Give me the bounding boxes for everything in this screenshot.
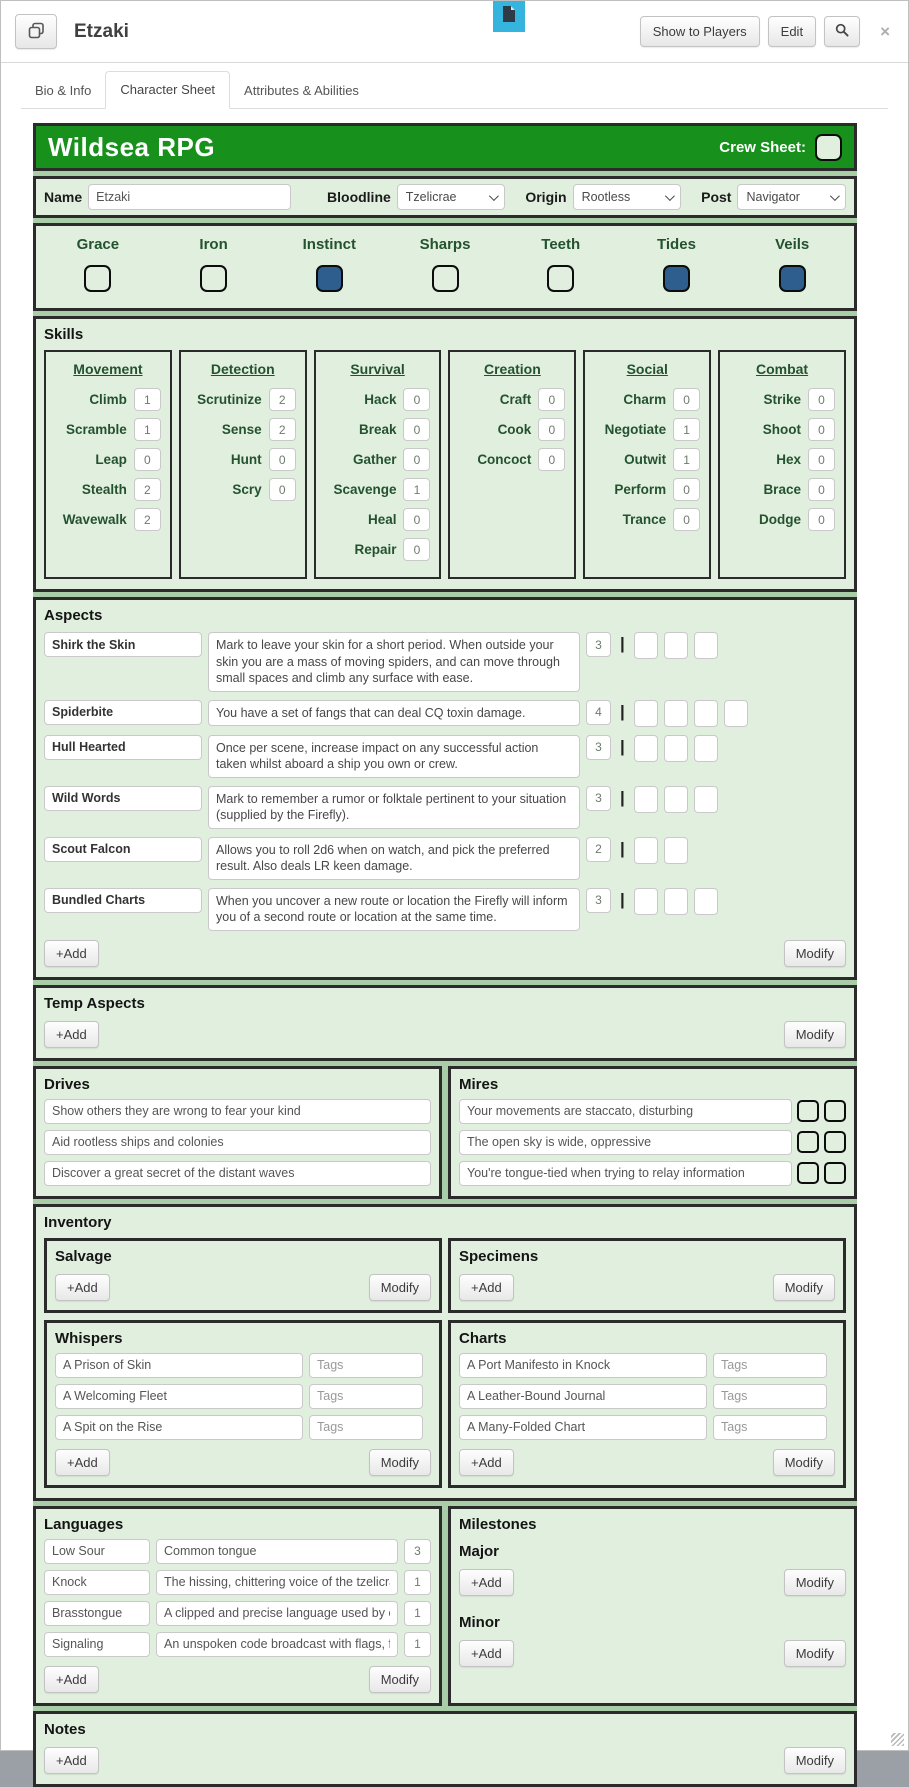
- track-separator: |: [620, 634, 625, 653]
- skill-group-creation: Creation Craft 0 Cook 0 Concoct 0: [448, 350, 576, 579]
- drive-input[interactable]: [44, 1161, 431, 1186]
- stat-grace: Grace: [40, 236, 156, 292]
- skill-stealth-value[interactable]: 2: [134, 478, 161, 501]
- chart-name-input[interactable]: [459, 1384, 707, 1409]
- chevron-down-icon: [489, 191, 499, 201]
- track-checkbox[interactable]: [664, 837, 688, 864]
- aspect-track: [634, 735, 718, 762]
- aspect-track-max[interactable]: 3: [586, 786, 611, 811]
- modify-temp-aspects-button[interactable]: Modify: [784, 1021, 846, 1048]
- name-input[interactable]: [88, 184, 291, 210]
- aspect-name-input[interactable]: [44, 786, 202, 811]
- add-temp-aspect-button[interactable]: +Add: [44, 1021, 99, 1048]
- modify-whispers-button[interactable]: Modify: [369, 1449, 431, 1476]
- minor-milestones-label: Minor: [459, 1613, 500, 1631]
- add-aspect-button[interactable]: +Add: [44, 940, 99, 967]
- skill-columns: [44, 350, 846, 579]
- resize-handle[interactable]: [891, 1733, 904, 1746]
- whisper-tags-input[interactable]: [309, 1384, 423, 1409]
- aspect-desc[interactable]: Mark to leave your skin for a short period. When outside your skin you are a mass of moving spiders, and can move through small spaces and climb any surface with ease.: [208, 632, 580, 692]
- stat-teeth-checkbox[interactable]: [547, 265, 574, 292]
- add-note-button[interactable]: +Add: [44, 1747, 99, 1774]
- skill-heal-value[interactable]: 0: [403, 508, 430, 531]
- language-row: [44, 1601, 431, 1626]
- aspect-track: [634, 632, 718, 659]
- language-desc-input[interactable]: [156, 1632, 398, 1657]
- stat-grace-checkbox[interactable]: [84, 265, 111, 292]
- salvage-specimens-row: [44, 1238, 846, 1313]
- aspect-track: [634, 700, 748, 727]
- whispers-section: [44, 1320, 442, 1488]
- stat-sharps: Sharps: [387, 236, 503, 292]
- stat-teeth: Teeth: [503, 236, 619, 292]
- origin-select[interactable]: [573, 184, 682, 210]
- drive-input[interactable]: [44, 1130, 431, 1155]
- modify-salvage-button[interactable]: Modify: [369, 1274, 431, 1301]
- add-minor-milestone-button[interactable]: +Add: [459, 1640, 514, 1667]
- chart-tags-input[interactable]: [713, 1415, 827, 1440]
- track-checkbox[interactable]: [634, 888, 658, 915]
- post-select[interactable]: [737, 184, 846, 210]
- aspect-track-max[interactable]: 2: [586, 837, 611, 862]
- stat-instinct-checkbox[interactable]: [316, 265, 343, 292]
- stat-iron: Iron: [156, 236, 272, 292]
- mire-checkbox[interactable]: [797, 1162, 819, 1184]
- search-icon: [835, 23, 849, 40]
- modify-specimens-button[interactable]: Modify: [773, 1274, 835, 1301]
- bloodline-value: Tzelicrae: [405, 190, 457, 204]
- search-button[interactable]: [824, 16, 860, 47]
- skill-group-movement: Movement Climb 1 Scramble 1 Leap 0 Stealth 2 Wavewalk 2: [44, 350, 172, 579]
- close-icon[interactable]: ×: [880, 22, 890, 41]
- aspect-track: [634, 786, 718, 813]
- milestones-title: Milestones: [459, 1515, 537, 1533]
- mire-row: [459, 1099, 846, 1124]
- skill-charm-value[interactable]: 0: [673, 388, 700, 411]
- chevron-down-icon: [665, 191, 675, 201]
- skill-hunt-value[interactable]: 0: [269, 448, 296, 471]
- track-separator: |: [620, 838, 625, 858]
- language-name-input[interactable]: [44, 1632, 150, 1657]
- post-value: Navigator: [746, 190, 800, 204]
- track-separator: |: [620, 736, 625, 756]
- track-checkbox[interactable]: [694, 735, 718, 762]
- charts-section: [448, 1320, 846, 1488]
- stat-sharps-checkbox[interactable]: [432, 265, 459, 292]
- modify-notes-button[interactable]: Modify: [784, 1747, 846, 1774]
- aspect-name-input[interactable]: [44, 837, 202, 862]
- drives-section: [33, 1066, 442, 1199]
- inventory-section: [33, 1204, 857, 1501]
- whisper-name-input[interactable]: [55, 1353, 303, 1378]
- skill-scramble-value[interactable]: 1: [134, 418, 161, 441]
- whisper-name-input[interactable]: [55, 1384, 303, 1409]
- skill-repair-value[interactable]: 0: [403, 538, 430, 561]
- modify-aspects-button[interactable]: Modify: [784, 940, 846, 967]
- wildsea-character-sheet: [33, 123, 857, 1787]
- origin-value: Rootless: [581, 190, 631, 204]
- language-desc-input[interactable]: [156, 1570, 398, 1595]
- dialog-titlebar: [1, 1, 908, 63]
- whispers-charts-row: [44, 1320, 846, 1488]
- skill-shoot-value[interactable]: 0: [808, 418, 835, 441]
- track-checkbox[interactable]: [664, 888, 688, 915]
- chevron-down-icon: [830, 191, 840, 201]
- aspect-track-max[interactable]: 3: [586, 735, 611, 760]
- drives-mires-row: [33, 1066, 857, 1199]
- skills-section: [33, 316, 857, 592]
- aspects-title: Aspects: [44, 607, 103, 624]
- tab-character-sheet[interactable]: Character Sheet: [105, 71, 230, 109]
- skill-perform-value[interactable]: 0: [673, 478, 700, 501]
- modify-languages-button[interactable]: Modify: [369, 1666, 431, 1693]
- aspect-track: [634, 837, 688, 864]
- skill-trance-value[interactable]: 0: [673, 508, 700, 531]
- chart-row: [459, 1353, 835, 1378]
- add-language-button[interactable]: +Add: [44, 1666, 99, 1693]
- tab-attributes-abilities[interactable]: Attributes & Abilities: [244, 83, 359, 98]
- track-checkbox[interactable]: [634, 700, 658, 727]
- language-row: [44, 1632, 431, 1657]
- edit-button[interactable]: Edit: [768, 16, 816, 47]
- languages-milestones-row: [33, 1506, 857, 1706]
- language-row: [44, 1539, 431, 1564]
- stat-iron-checkbox[interactable]: [200, 265, 227, 292]
- language-name-input[interactable]: [44, 1601, 150, 1626]
- modify-minor-milestones-button[interactable]: Modify: [784, 1640, 846, 1667]
- skill-hack-value[interactable]: 0: [403, 388, 430, 411]
- skill-group-social: Social Charm 0 Negotiate 1 Outwit 1 Perform 0 Trance 0: [583, 350, 711, 579]
- whisper-name-input[interactable]: [55, 1415, 303, 1440]
- aspect-row: [44, 837, 846, 880]
- mire-checkbox[interactable]: [797, 1100, 819, 1122]
- language-desc-input[interactable]: [156, 1539, 398, 1564]
- skill-group-survival: Survival Hack 0 Break 0 Gather 0 Scavenge 1 Heal 0 Repair 0: [314, 350, 442, 579]
- track-checkbox[interactable]: [694, 700, 718, 727]
- languages-title: Languages: [44, 1515, 124, 1533]
- aspect-desc[interactable]: Once per scene, increase impact on any successful action taken whilst aboard a ship you own or crew.: [208, 735, 580, 778]
- stat-tides: Tides: [619, 236, 735, 292]
- track-checkbox[interactable]: [694, 888, 718, 915]
- chart-tags-input[interactable]: [713, 1384, 827, 1409]
- skill-leap-value[interactable]: 0: [134, 448, 161, 471]
- skill-dodge-value[interactable]: 0: [808, 508, 835, 531]
- language-name-input[interactable]: [44, 1539, 150, 1564]
- bloodline-select[interactable]: [397, 184, 506, 210]
- chart-tags-input[interactable]: [713, 1353, 827, 1378]
- temp-aspects-section: [33, 985, 857, 1061]
- aspect-row: [44, 888, 846, 931]
- skill-scavenge-value[interactable]: 1: [403, 478, 430, 501]
- chart-name-input[interactable]: [459, 1415, 707, 1440]
- notes-title: Notes: [44, 1720, 86, 1738]
- aspect-name-input[interactable]: [44, 700, 202, 725]
- sheet-title: Wildsea RPG: [48, 131, 216, 162]
- mire-input[interactable]: [459, 1130, 792, 1155]
- skill-group-combat: Combat Strike 0 Shoot 0 Hex 0 Brace 0 Dodge 0: [718, 350, 846, 579]
- language-rank[interactable]: 3: [404, 1539, 431, 1564]
- skill-wavewalk-value[interactable]: 2: [134, 508, 161, 531]
- whisper-tags-input[interactable]: [309, 1353, 423, 1378]
- whisper-tags-input[interactable]: [309, 1415, 423, 1440]
- language-rank[interactable]: 1: [404, 1632, 431, 1657]
- skill-break-value[interactable]: 0: [403, 418, 430, 441]
- track-checkbox[interactable]: [634, 632, 658, 659]
- crew-sheet-toggle: [719, 134, 842, 161]
- tab-bio-info[interactable]: Bio & Info: [35, 83, 92, 98]
- track-separator: |: [620, 889, 625, 909]
- track-checkbox[interactable]: [634, 837, 658, 864]
- crew-sheet-checkbox[interactable]: [815, 134, 842, 161]
- languages-section: [33, 1506, 442, 1706]
- modify-charts-button[interactable]: Modify: [773, 1449, 835, 1476]
- salvage-title: Salvage: [55, 1247, 112, 1265]
- track-separator: |: [620, 701, 625, 721]
- mire-input[interactable]: [459, 1099, 792, 1124]
- post-label: Post: [701, 189, 732, 205]
- notes-section: [33, 1711, 857, 1787]
- aspect-name-input[interactable]: [44, 735, 202, 760]
- skill-negotiate-value[interactable]: 1: [673, 418, 700, 441]
- sheet-header: [33, 123, 857, 171]
- temp-aspects-title: Temp Aspects: [44, 994, 145, 1012]
- dialog-tabs: [21, 71, 888, 109]
- major-milestones-label: Major: [459, 1542, 500, 1560]
- specimens-title: Specimens: [459, 1247, 539, 1265]
- track-checkbox[interactable]: [664, 632, 688, 659]
- add-whisper-button[interactable]: +Add: [55, 1449, 110, 1476]
- mire-input[interactable]: [459, 1161, 792, 1186]
- mires-title: Mires: [459, 1075, 499, 1093]
- skill-sense-value[interactable]: 2: [269, 418, 296, 441]
- aspect-desc[interactable]: Mark to remember a rumor or folktale pertinent to your situation (supplied by the Firefly).: [208, 786, 580, 829]
- aspect-name-input[interactable]: [44, 632, 202, 657]
- titlebar-actions: [640, 16, 894, 47]
- add-specimen-button[interactable]: +Add: [459, 1274, 514, 1301]
- aspect-row: [44, 786, 846, 829]
- track-checkbox[interactable]: [634, 786, 658, 813]
- aspect-desc[interactable]: Allows you to roll 2d6 when on watch, and pick the preferred result. Also deals LR keen damage.: [208, 837, 580, 880]
- aspect-row: [44, 700, 846, 727]
- aspect-track-max[interactable]: 4: [586, 700, 611, 725]
- language-desc-input[interactable]: [156, 1601, 398, 1626]
- drive-input[interactable]: [44, 1099, 431, 1124]
- skill-scrutinize-value[interactable]: 2: [269, 388, 296, 411]
- crew-sheet-label: Crew Sheet:: [719, 138, 806, 156]
- skill-brace-value[interactable]: 0: [808, 478, 835, 501]
- language-rank[interactable]: 1: [404, 1601, 431, 1626]
- aspect-desc[interactable]: You have a set of fangs that can deal CQ toxin damage.: [208, 700, 580, 727]
- aspect-track-max[interactable]: 3: [586, 888, 611, 913]
- stat-tides-checkbox[interactable]: [663, 265, 690, 292]
- track-checkbox[interactable]: [694, 632, 718, 659]
- stat-veils-checkbox[interactable]: [779, 265, 806, 292]
- skills-title: Skills: [44, 326, 84, 343]
- language-name-input[interactable]: [44, 1570, 150, 1595]
- edges-row: [33, 223, 857, 311]
- language-rank[interactable]: 1: [404, 1570, 431, 1595]
- show-to-players-button[interactable]: Show to Players: [640, 16, 760, 47]
- whisper-row: [55, 1384, 431, 1409]
- aspect-desc[interactable]: When you uncover a new route or location the Firefly will inform you of a second route or location at the same time.: [208, 888, 580, 931]
- skill-outwit-value[interactable]: 1: [673, 448, 700, 471]
- aspects-section: [33, 597, 857, 980]
- popout-button[interactable]: [15, 14, 57, 49]
- name-label: Name: [44, 189, 83, 205]
- popout-icon: [28, 22, 45, 42]
- track-checkbox[interactable]: [664, 786, 688, 813]
- mire-checkbox[interactable]: [824, 1131, 846, 1153]
- aspect-row: [44, 632, 846, 692]
- skill-strike-value[interactable]: 0: [808, 388, 835, 411]
- whispers-title: Whispers: [55, 1329, 123, 1347]
- add-chart-button[interactable]: +Add: [459, 1449, 514, 1476]
- chart-row: [459, 1415, 835, 1440]
- stat-veils: Veils: [734, 236, 850, 292]
- skill-concoct-value[interactable]: 0: [538, 448, 565, 471]
- aspect-track-max[interactable]: 3: [586, 632, 611, 657]
- charts-title: Charts: [459, 1329, 507, 1347]
- skill-climb-value[interactable]: 1: [134, 388, 161, 411]
- bloodline-label: Bloodline: [327, 189, 391, 205]
- specimens-section: [448, 1238, 846, 1313]
- aspect-row: [44, 735, 846, 778]
- language-row: [44, 1570, 431, 1595]
- skill-gather-value[interactable]: 0: [403, 448, 430, 471]
- mire-checkbox[interactable]: [797, 1131, 819, 1153]
- skill-craft-value[interactable]: 0: [538, 388, 565, 411]
- whisper-row: [55, 1415, 431, 1440]
- add-major-milestone-button[interactable]: +Add: [459, 1569, 514, 1596]
- journal-type-tab[interactable]: [493, 1, 525, 32]
- whisper-row: [55, 1353, 431, 1378]
- mire-row: [459, 1130, 846, 1155]
- mire-checkbox[interactable]: [824, 1100, 846, 1122]
- skill-cook-value[interactable]: 0: [538, 418, 565, 441]
- mires-section: [448, 1066, 857, 1199]
- page-title: Etzaki: [74, 20, 129, 42]
- origin-label: Origin: [525, 189, 567, 205]
- skill-group-detection: Detection Scrutinize 2 Sense 2 Hunt 0 Scry 0: [179, 350, 307, 579]
- add-salvage-button[interactable]: +Add: [55, 1274, 110, 1301]
- track-checkbox[interactable]: [634, 735, 658, 762]
- drives-title: Drives: [44, 1075, 90, 1093]
- identity-row: [33, 176, 857, 218]
- mire-checkbox[interactable]: [824, 1162, 846, 1184]
- track-separator: |: [620, 787, 625, 807]
- aspect-name-input[interactable]: [44, 888, 202, 913]
- track-checkbox[interactable]: [664, 700, 688, 727]
- aspect-track: [634, 888, 718, 915]
- modify-major-milestones-button[interactable]: Modify: [784, 1569, 846, 1596]
- inventory-title: Inventory: [44, 1213, 112, 1231]
- stat-instinct: Instinct: [271, 236, 387, 292]
- chart-name-input[interactable]: [459, 1353, 707, 1378]
- document-icon: [502, 5, 516, 28]
- track-checkbox[interactable]: [664, 735, 688, 762]
- chart-row: [459, 1384, 835, 1409]
- salvage-section: [44, 1238, 442, 1313]
- skill-hex-value[interactable]: 0: [808, 448, 835, 471]
- track-checkbox[interactable]: [694, 786, 718, 813]
- mire-row: [459, 1161, 846, 1186]
- skill-scry-value[interactable]: 0: [269, 478, 296, 501]
- track-checkbox[interactable]: [724, 700, 748, 727]
- milestones-section: [448, 1506, 857, 1706]
